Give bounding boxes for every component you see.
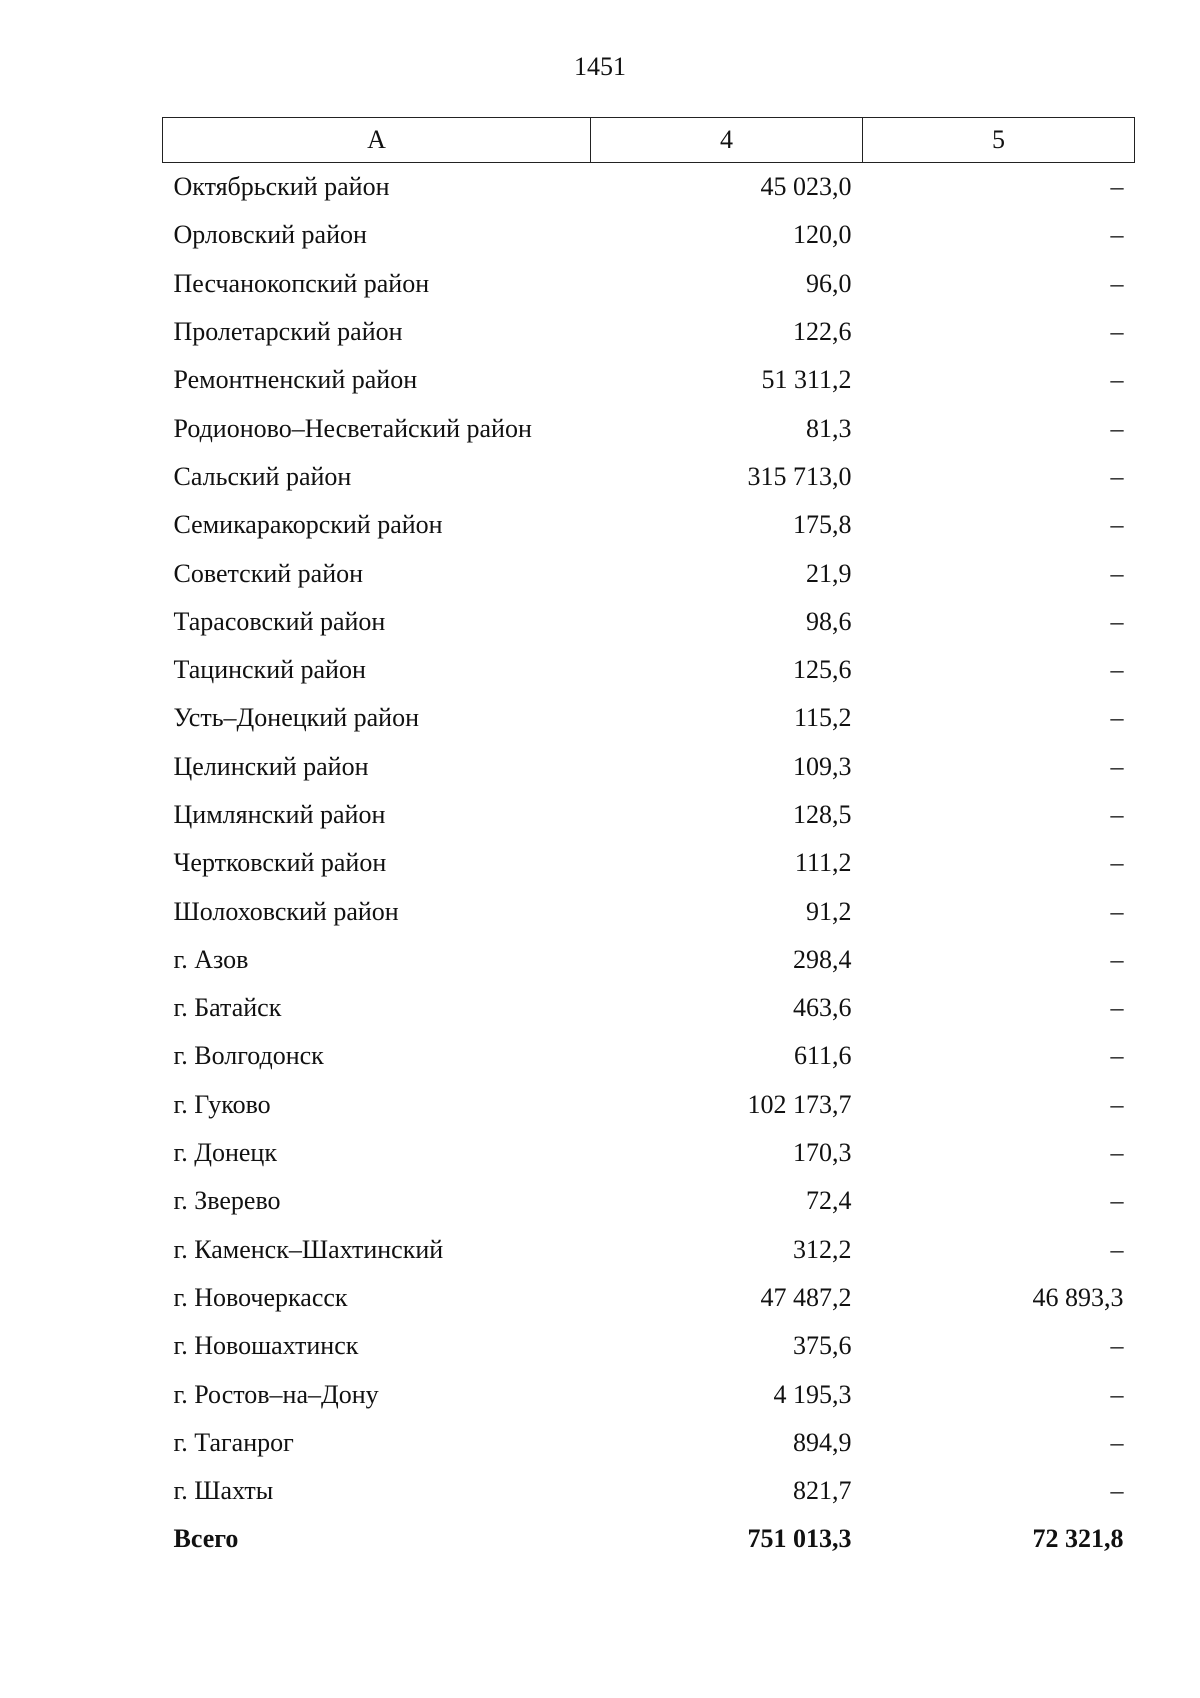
header-row (163, 118, 1135, 163)
row-value-5: – (1110, 172, 1124, 202)
row-name: Усть–Донецкий район (173, 703, 419, 733)
row-value-4: 109,3 (793, 751, 852, 781)
row-value-4: 91,2 (806, 896, 852, 926)
table-row (163, 598, 1135, 646)
row-name: г. Каменск–Шахтинский (173, 1234, 444, 1264)
row-value-5: – (1110, 751, 1124, 781)
row-value-4: 298,4 (793, 944, 852, 974)
table-row (163, 163, 1135, 212)
row-value-5: – (1110, 1427, 1124, 1457)
row-name: Пролетарский район (173, 317, 403, 347)
header-column-a: А (163, 118, 591, 163)
row-value-4: 120,0 (793, 220, 852, 250)
table-row (163, 1226, 1135, 1274)
table-row (163, 1081, 1135, 1129)
table-row (163, 936, 1135, 984)
row-value-5: – (1110, 268, 1124, 298)
row-value-5: – (1110, 703, 1124, 733)
row-value-4: 45 023,0 (760, 172, 852, 202)
total-value-4: 751 013,3 (747, 1524, 852, 1554)
table-row (163, 1177, 1135, 1225)
table-row (163, 549, 1135, 597)
row-value-5: – (1110, 510, 1124, 540)
row-value-4: 102 173,7 (747, 1089, 852, 1119)
table-row (163, 1467, 1135, 1515)
row-value-4: 315 713,0 (747, 461, 852, 491)
row-name: Целинский район (173, 751, 369, 781)
table-header (163, 118, 1135, 163)
row-value-4: 96,0 (806, 268, 852, 298)
table-row (163, 501, 1135, 549)
total-value-5: 72 321,8 (1032, 1524, 1124, 1554)
page-number: 1451 (574, 52, 626, 81)
row-value-4: 375,6 (793, 1331, 852, 1361)
row-value-5: – (1110, 558, 1124, 588)
row-name: г. Новошахтинск (173, 1331, 359, 1361)
row-value-4: 175,8 (793, 510, 852, 540)
row-name: Родионово–Несветайский район (173, 413, 532, 443)
row-value-5: – (1110, 896, 1124, 926)
table-body (163, 163, 1135, 1564)
table-row (163, 356, 1135, 404)
row-value-4: 111,2 (794, 848, 852, 878)
table-row (163, 1129, 1135, 1177)
total-row (163, 1515, 1135, 1563)
row-value-5: – (1110, 220, 1124, 250)
row-name: Шолоховский район (173, 896, 399, 926)
row-name: г. Зверево (173, 1186, 281, 1216)
row-value-4: 115,2 (793, 703, 852, 733)
table-row (163, 694, 1135, 742)
row-value-4: 128,5 (793, 800, 852, 829)
table-row (163, 308, 1135, 356)
row-value-5: – (1110, 1234, 1124, 1264)
header-column-5: 5 (863, 118, 1135, 163)
row-value-4: 98,6 (806, 606, 852, 636)
row-name: г. Азов (173, 944, 249, 974)
row-name: Сальский район (173, 461, 352, 491)
table-row (163, 1370, 1135, 1418)
row-name: Песчанокопский район (173, 268, 430, 298)
row-name: Орловский район (173, 220, 367, 250)
row-value-5: – (1110, 800, 1124, 829)
row-name: г. Гуково (173, 1089, 271, 1119)
row-name: г. Таганрог (173, 1427, 294, 1457)
row-value-5: – (1110, 606, 1124, 636)
table-row (163, 1419, 1135, 1467)
table-row (163, 984, 1135, 1032)
row-name: Тацинский район (173, 655, 366, 685)
row-name: Чертковский район (173, 848, 387, 878)
row-value-5: – (1110, 848, 1124, 878)
row-value-4: 47 487,2 (760, 1282, 852, 1312)
row-value-4: 821,7 (793, 1476, 852, 1506)
row-value-5: – (1110, 1331, 1124, 1361)
row-name: г. Ростов–на–Дону (173, 1379, 379, 1409)
table-row (163, 453, 1135, 501)
total-label: Всего (173, 1524, 239, 1554)
row-name: г. Волгодонск (173, 1041, 324, 1071)
row-value-5: – (1110, 317, 1124, 347)
table-row (163, 404, 1135, 452)
row-name: г. Батайск (173, 993, 282, 1023)
row-name: Семикаракорский район (173, 510, 443, 540)
row-value-4: 72,4 (806, 1186, 852, 1216)
row-name: Тарасовский район (173, 606, 386, 636)
row-value-5: – (1110, 1476, 1124, 1506)
table-row (163, 887, 1135, 935)
table-row (163, 1322, 1135, 1370)
row-name: Советский район (173, 558, 364, 588)
row-value-5: – (1110, 461, 1124, 491)
table-row (163, 260, 1135, 308)
row-name: г. Шахты (173, 1476, 274, 1506)
header-column-4: 4 (591, 118, 863, 163)
row-value-4: 611,6 (793, 1041, 852, 1071)
table-row (163, 839, 1135, 887)
table-row (163, 743, 1135, 791)
row-value-4: 125,6 (793, 655, 852, 685)
table-row (163, 791, 1135, 839)
row-value-4: 4 195,3 (773, 1379, 852, 1409)
row-value-5: – (1110, 413, 1124, 443)
row-name: г. Донецк (173, 1138, 277, 1168)
row-value-4: 463,6 (793, 993, 852, 1023)
row-value-5: – (1110, 655, 1124, 685)
row-name: Цимлянский район (173, 800, 386, 829)
table-row (163, 1274, 1135, 1322)
row-value-5: – (1110, 993, 1124, 1023)
row-value-5: – (1110, 944, 1124, 974)
row-value-4: 21,9 (806, 558, 852, 588)
table-row (163, 211, 1135, 259)
row-value-4: 51 311,2 (761, 365, 852, 395)
row-value-4: 894,9 (793, 1427, 852, 1457)
row-name: г. Новочеркасск (173, 1282, 348, 1312)
row-value-4: 312,2 (793, 1234, 852, 1264)
row-value-4: 81,3 (806, 413, 852, 443)
row-name: Ремонтненский район (173, 365, 418, 395)
data-table (162, 117, 1135, 1564)
row-value-5: – (1110, 1089, 1124, 1119)
row-value-4: 122,6 (793, 317, 852, 347)
row-value-5: 46 893,3 (1032, 1282, 1124, 1312)
table-row (163, 646, 1135, 694)
row-value-5: – (1110, 1379, 1124, 1409)
row-value-5: – (1110, 365, 1124, 395)
row-name: Октябрьский район (173, 172, 390, 202)
row-value-5: – (1110, 1186, 1124, 1216)
row-value-5: – (1110, 1138, 1124, 1168)
row-value-4: 170,3 (793, 1138, 852, 1168)
table-row (163, 1032, 1135, 1080)
row-value-5: – (1110, 1041, 1124, 1071)
